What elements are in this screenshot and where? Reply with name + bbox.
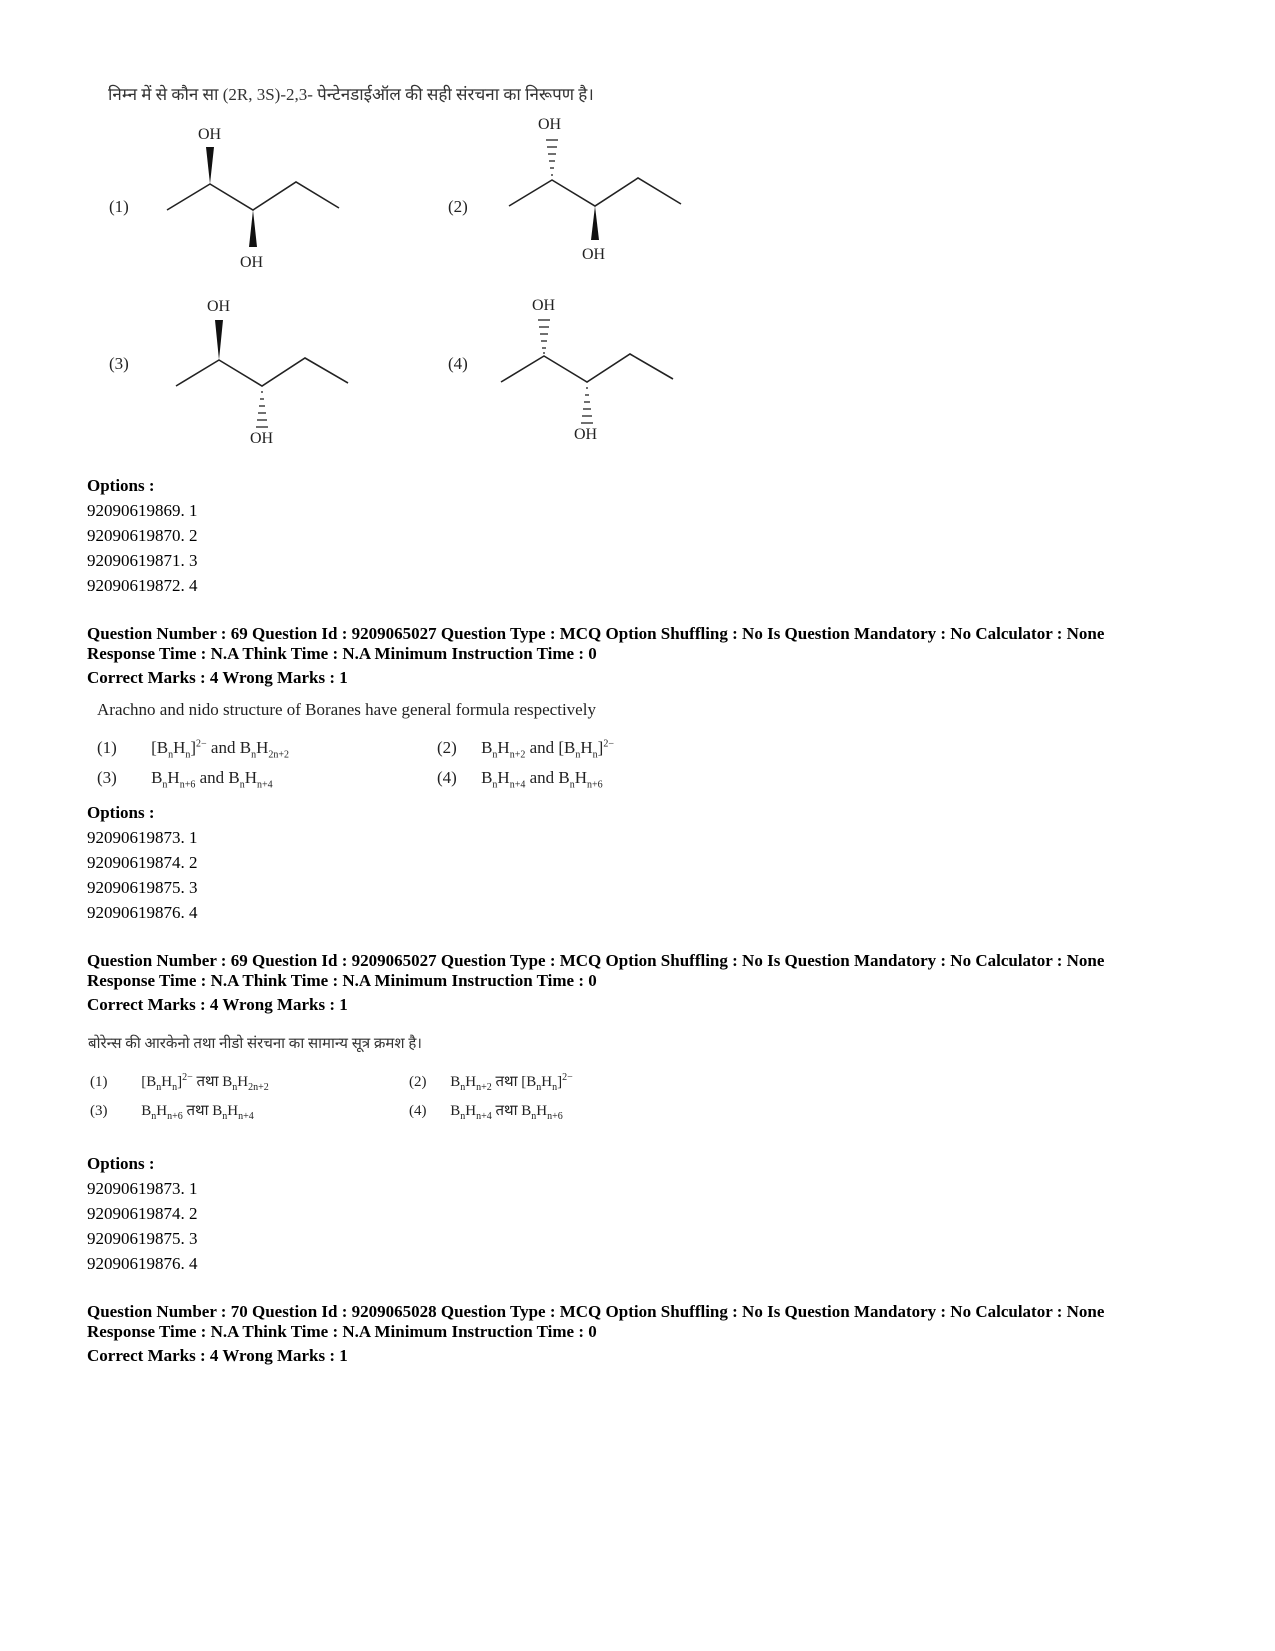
choice-3: (3) $B_nH_{n+6}$ तथा $B_nH_{n+4}$ [90,1103,254,1122]
q68-options [87,474,198,598]
q70-header [87,1302,1104,1366]
option-row: 92090619875. 3 [87,878,198,897]
option-row: 92090619874. 2 [87,1204,198,1223]
question-header-line-1: Question Number : 70 Question Id : 9209065028 Question Type : MCQ Option Shuffling : No Is Question Mandatory : No Calculator : None [87,1302,1105,1321]
choice-2: (2) $B_nH_{n+2}$ and $[B_nH_n]^{2-}$ [437,738,614,761]
options-heading: Options : [87,1154,155,1173]
question-header-line-1: Question Number : 69 Question Id : 9209065027 Question Type : MCQ Option Shuffling : No Is Question Mandatory : No Calculator : None [87,624,1105,643]
marks-line: Correct Marks : 4 Wrong Marks : 1 [87,668,348,687]
question-header-line-2: Response Time : N.A Think Time : N.A Minimum Instruction Time : 0 [87,644,597,663]
structure-4-diagram [501,297,673,443]
marks-line: Correct Marks : 4 Wrong Marks : 1 [87,995,348,1014]
q69-en-header [87,624,1104,688]
choice-1: (1) $[B_nH_n]^{2-}$ and $B_nH_{2n+2}$ [97,738,289,761]
option-row: 92090619875. 3 [87,1229,198,1248]
option-row: 92090619873. 1 [87,1179,198,1198]
structure-label-3: (3) [109,354,129,373]
option-row: 92090619872. 4 [87,576,198,595]
choice-4: (4) $B_nH_{n+4}$ and $B_nH_{n+6}$ [437,768,603,791]
structure-4-oh-top: OH [532,297,556,314]
structure-2-oh-bottom: OH [582,246,606,263]
option-row: 92090619871. 3 [87,551,198,570]
structure-1-diagram [167,126,339,271]
choice-3: (3) $B_nH_{n+6}$ and $B_nH_{n+4}$ [97,768,273,791]
q69-hi-header [87,951,1104,1015]
choice-1: (1) $[B_nH_n]^{2-}$ तथा $B_nH_{2n+2}$ [90,1072,269,1093]
question-text: Arachno and nido structure of Boranes have general formula respectively [97,700,596,719]
structure-2-diagram [509,116,681,263]
option-row: 92090619870. 2 [87,526,198,545]
option-row: 92090619874. 2 [87,853,198,872]
question-header-line-2: Response Time : N.A Think Time : N.A Minimum Instruction Time : 0 [87,1322,597,1341]
chemical-structures [0,0,1275,470]
structure-2-oh-top: OH [538,116,562,133]
structure-1-oh-top: OH [198,126,222,143]
question-header-line-2: Response Time : N.A Think Time : N.A Minimum Instruction Time : 0 [87,971,597,990]
structure-1-oh-bottom: OH [240,254,264,271]
structure-label-2: (2) [448,197,468,216]
option-row: 92090619869. 1 [87,501,198,520]
question-text-hindi: बोरेन्स की आरकेनो तथा नीडो संरचना का सामान्य सूत्र क्रमश है। [88,1036,422,1052]
q69-en-options [87,801,198,925]
choice-2: (2) $B_nH_{n+2}$ तथा $[B_nH_n]^{2-}$ [409,1072,573,1093]
options-heading: Options : [87,803,155,822]
structure-label-1: (1) [109,197,129,216]
options-heading: Options : [87,476,155,495]
question-text-hindi: निम्न में से कौन सा (2R, 3S)-2,3- पेन्टेनडाईऑल की सही संरचना का निरूपण है। [108,85,594,104]
structure-label-4: (4) [448,354,468,373]
structure-3-oh-top: OH [207,298,231,315]
option-row: 92090619876. 4 [87,1254,198,1273]
option-row: 92090619873. 1 [87,828,198,847]
choice-4: (4) $B_nH_{n+4}$ तथा $B_nH_{n+6}$ [409,1103,563,1122]
marks-line: Correct Marks : 4 Wrong Marks : 1 [87,1346,348,1365]
question-header-line-1: Question Number : 69 Question Id : 9209065027 Question Type : MCQ Option Shuffling : No Is Question Mandatory : No Calculator : None [87,951,1105,970]
q69-hi-options [87,1152,198,1276]
structure-4-oh-bottom: OH [574,426,598,443]
option-row: 92090619876. 4 [87,903,198,922]
structure-3-oh-bottom: OH [250,430,274,447]
structure-3-diagram [176,298,348,447]
